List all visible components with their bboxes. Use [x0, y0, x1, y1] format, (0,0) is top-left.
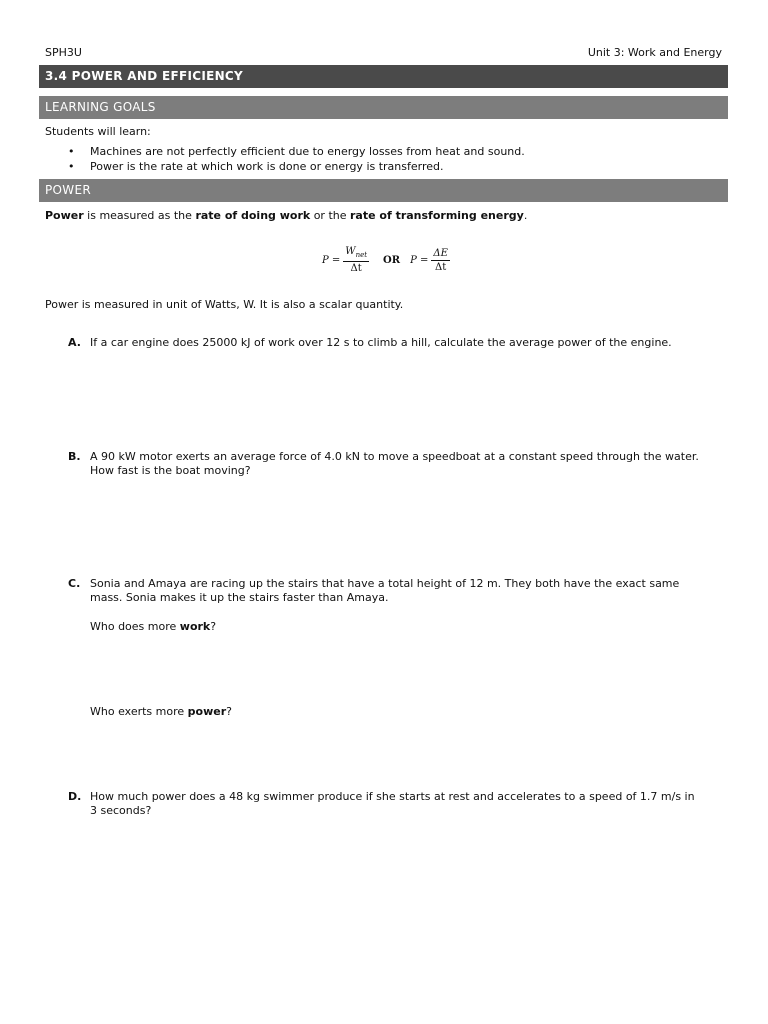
question-letter: A. [68, 336, 81, 349]
bold-power: power [187, 705, 227, 718]
formula-denominator: Δt [350, 263, 362, 274]
question-text-line: A 90 kW motor exerts an average force of 4.0 kN to move a speedboat at a constant speed through the water. [90, 450, 699, 463]
power-heading: POWER [39, 179, 728, 202]
power-formula [322, 246, 450, 275]
power-term: Power [45, 209, 84, 222]
power-definition [45, 209, 527, 222]
definition-text: or the [310, 209, 350, 222]
power-unit-statement: Power is measured in unit of Watts, W. It is also a scalar quantity. [45, 298, 404, 311]
formula-fraction-energy [431, 248, 450, 274]
unit-title: Unit 3: Work and Energy [587, 46, 722, 59]
question-letter: D. [68, 790, 82, 803]
definition-bold-energy: rate of transforming energy [350, 209, 524, 222]
learning-goals-intro: Students will learn: [45, 125, 151, 138]
question-letter: B. [68, 450, 81, 463]
definition-bold-work: rate of doing work [195, 209, 311, 222]
learning-goals-heading: LEARNING GOALS [39, 96, 728, 119]
question-b [68, 450, 728, 478]
course-code: SPH3U [45, 46, 82, 59]
question-c [68, 577, 728, 605]
formula-numerator: $W_{net}$ [343, 246, 369, 262]
question-c-subquestion-power: Who exerts more power? [90, 705, 232, 718]
learning-goal-item: • Machines are not perfectly efficient due to energy losses from heat and sound. [68, 145, 525, 160]
question-text-line: 3 seconds? [90, 804, 152, 817]
question-a [68, 336, 728, 350]
question-c-subquestion-work: Who does more work? [90, 620, 217, 633]
learning-goals-list [68, 145, 525, 174]
question-text-line: How much power does a 48 kg swimmer produce if she starts at rest and accelerates to a speed of 1.7 m/s in [90, 790, 695, 803]
question-d [68, 790, 728, 818]
definition-text: is measured as the [83, 209, 196, 222]
learning-goal-item: • Power is the rate at which work is done or energy is transferred. [68, 160, 525, 175]
question-text-line: How fast is the boat moving? [90, 464, 251, 477]
bold-work: work [179, 620, 211, 633]
question-text: If a car engine does 25000 kJ of work over 12 s to climb a hill, calculate the average power of the engine. [90, 336, 672, 349]
formula-or: OR [383, 255, 401, 266]
question-letter: C. [68, 577, 81, 590]
formula-lhs: P = [322, 255, 341, 266]
formula-lhs: P = [410, 255, 429, 266]
formula-numerator: ΔE [433, 247, 448, 259]
formula-denominator: Δt [435, 261, 447, 273]
question-text-line: Sonia and Amaya are racing up the stairs that have a total height of 12 m. They both have the exact same [90, 577, 680, 590]
question-text-line: mass. Sonia makes it up the stairs faster than Amaya. [90, 591, 389, 604]
formula-fraction-work [343, 246, 369, 275]
definition-text: . [523, 209, 528, 222]
section-title-bar: 3.4 POWER AND EFFICIENCY [39, 65, 728, 88]
